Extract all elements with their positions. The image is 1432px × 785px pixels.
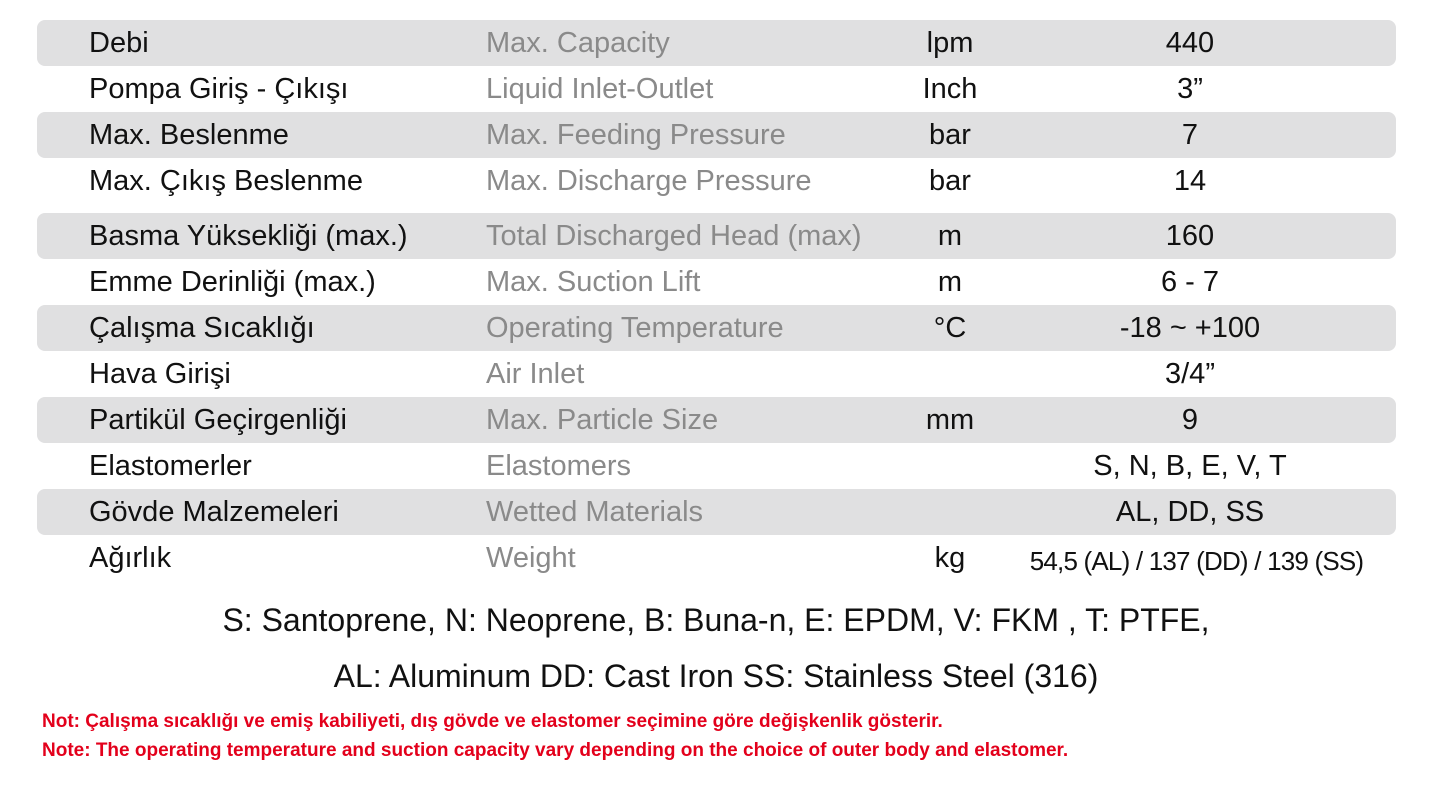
spec-unit: bar <box>929 165 971 197</box>
spec-unit <box>910 443 990 489</box>
spec-label-tr: Elastomerler <box>89 450 252 482</box>
spec-row-particle-size <box>37 397 1396 443</box>
spec-unit: lpm <box>926 27 974 59</box>
spec-value: 9 <box>1181 404 1199 436</box>
spec-row-air-inlet <box>37 351 1396 397</box>
spec-value: 54,5 (AL) / 137 (DD) / 139 (SS) <box>1029 546 1364 576</box>
spec-unit <box>910 489 990 535</box>
note-english: Note: The operating temperature and suction capacity vary depending on the choice of outer body and elastomer. <box>42 740 1069 761</box>
spec-unit <box>910 351 990 397</box>
spec-label-tr: Hava Girişi <box>89 358 231 390</box>
spec-label-tr: Max. Beslenme <box>89 119 289 151</box>
spec-unit: mm <box>925 404 975 436</box>
spec-label-tr: Debi <box>89 27 149 59</box>
spec-label-tr: Ağırlık <box>89 542 172 574</box>
spec-label-en: Air Inlet <box>486 358 585 390</box>
spec-unit: kg <box>934 542 966 574</box>
spec-value: 6 - 7 <box>1160 266 1220 298</box>
spec-value: AL, DD, SS <box>1115 496 1265 528</box>
spec-row-elastomers <box>37 443 1396 489</box>
spec-unit: m <box>937 220 963 252</box>
spec-value: 7 <box>1181 119 1199 151</box>
spec-row-operating-temperature <box>37 305 1396 351</box>
spec-label-en: Liquid Inlet-Outlet <box>486 73 714 105</box>
spec-label-tr: Çalışma Sıcaklığı <box>89 312 315 344</box>
spec-value: S, N, B, E, V, T <box>1093 450 1287 482</box>
spec-value: 440 <box>1165 27 1215 59</box>
spec-label-en: Max. Suction Lift <box>486 266 701 298</box>
spec-row-capacity <box>37 20 1396 66</box>
spec-label-tr: Emme Derinliği (max.) <box>89 266 376 298</box>
spec-value: 3/4” <box>1165 358 1215 390</box>
spec-unit: °C <box>933 312 967 344</box>
note-turkish: Not: Çalışma sıcaklığı ve emiş kabiliyeti, dış gövde ve elastomer seçimine göre değişkenlik gösterir. <box>42 711 943 732</box>
spec-unit: Inch <box>922 73 978 105</box>
spec-label-en: Weight <box>486 542 576 574</box>
spec-label-tr: Pompa Giriş - Çıkışı <box>89 73 349 105</box>
spec-label-en: Total Discharged Head (max) <box>486 220 862 252</box>
spec-row-discharge-pressure <box>37 158 1396 204</box>
spec-label-en: Max. Feeding Pressure <box>486 119 786 151</box>
spec-row-discharged-head <box>37 213 1396 259</box>
spec-row-feeding-pressure <box>37 112 1396 158</box>
spec-value: 3” <box>1177 73 1203 105</box>
spec-label-tr: Gövde Malzemeleri <box>89 496 339 528</box>
spec-value: 14 <box>1173 165 1207 197</box>
spec-label-en: Max. Particle Size <box>486 404 719 436</box>
spec-label-tr: Partikül Geçirgenliği <box>89 404 347 436</box>
spec-value: -18 ~ +100 <box>1119 312 1261 344</box>
elastomer-legend: S: Santoprene, N: Neoprene, B: Buna-n, E: EPDM, V: FKM , T: PTFE, <box>222 602 1210 638</box>
spec-row-inlet-outlet <box>37 66 1396 112</box>
spec-label-en: Max. Capacity <box>486 27 670 59</box>
spec-label-en: Elastomers <box>486 450 632 482</box>
spec-row-suction-lift <box>37 259 1396 305</box>
spec-label-tr: Max. Çıkış Beslenme <box>89 165 363 197</box>
spec-label-en: Wetted Materials <box>486 496 704 528</box>
spec-value: 160 <box>1165 220 1215 252</box>
spec-label-tr: Basma Yüksekliği (max.) <box>89 220 408 252</box>
spec-unit: bar <box>929 119 971 151</box>
spec-row-wetted-materials <box>37 489 1396 535</box>
spec-row-weight <box>37 535 1396 581</box>
spec-label-en: Max. Discharge Pressure <box>486 165 812 197</box>
spec-label-en: Operating Temperature <box>486 312 784 344</box>
material-legend: AL: Aluminum DD: Cast Iron SS: Stainless Steel (316) <box>333 658 1099 694</box>
spec-unit: m <box>937 266 963 298</box>
spec-table <box>37 20 1396 581</box>
